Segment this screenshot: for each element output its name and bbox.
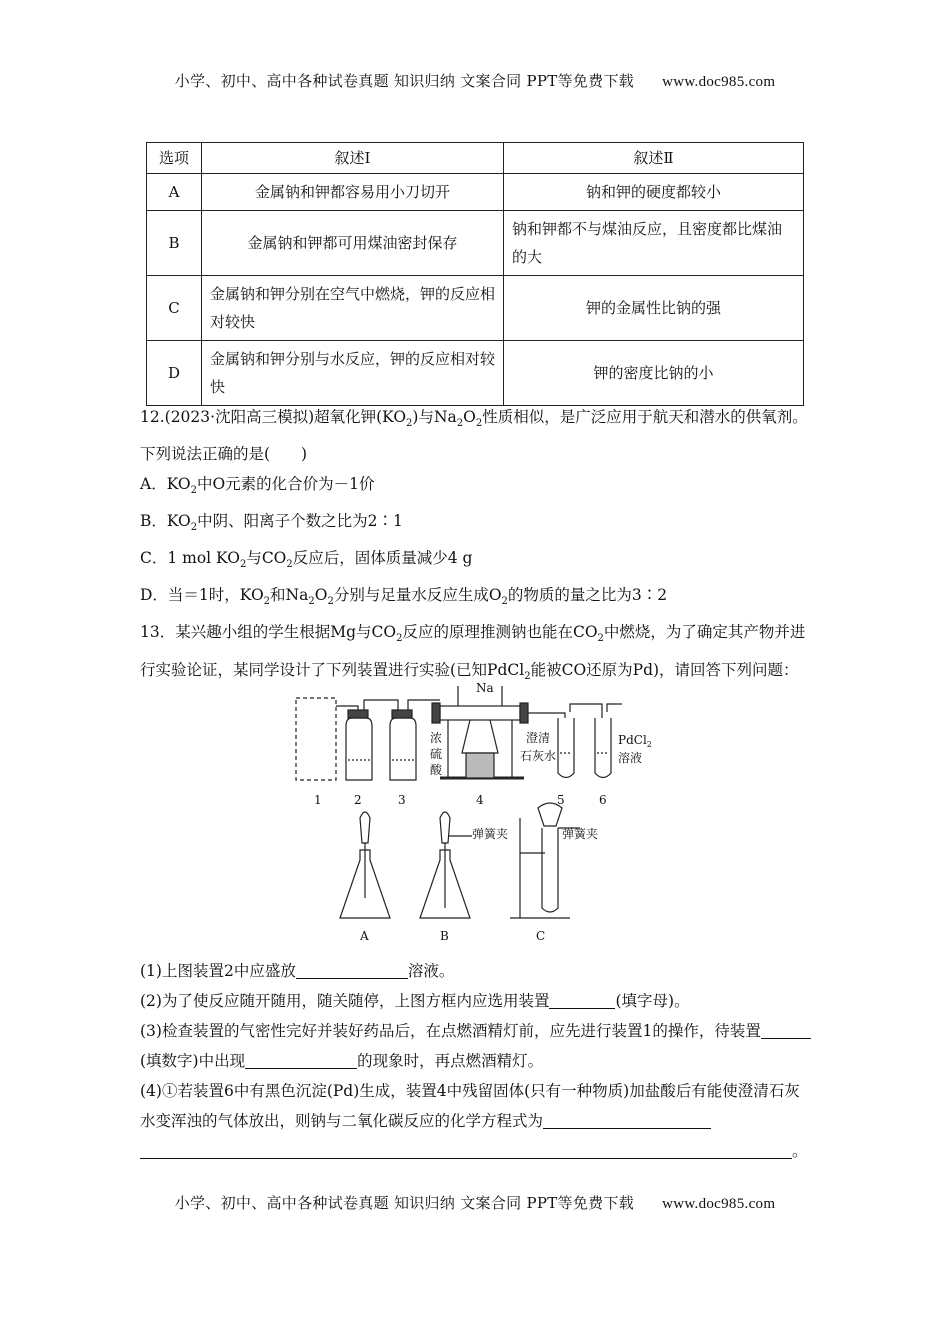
table-cell-option: B xyxy=(147,211,202,276)
answer-blank-3[interactable] xyxy=(761,1020,811,1039)
label-1: 1 xyxy=(314,793,322,807)
apparatus-diagram xyxy=(280,678,680,948)
footer-site[interactable]: www.doc985.com xyxy=(662,1196,776,1212)
label-solution: 溶液 xyxy=(618,751,643,765)
table-cell-statement1: 金属钠和钾分别与水反应，钾的反应相对较快 xyxy=(202,341,504,406)
table-row xyxy=(147,341,804,406)
label-3: 3 xyxy=(398,793,406,807)
table-cell-statement2: 钾的金属性比钠的强 xyxy=(504,276,804,341)
answer-blank-6[interactable] xyxy=(140,1140,792,1159)
header-site[interactable]: www.doc985.com xyxy=(662,74,776,90)
table-cell-statement1: 金属钠和钾都可用煤油密封保存 xyxy=(202,211,504,276)
tube-c xyxy=(542,828,558,912)
test-tube-6 xyxy=(595,718,611,778)
q12-option-c: C．1 mol $KO_2$与$CO_2$反应后，固体质量减少4 g xyxy=(140,549,473,571)
alcohol-lamp xyxy=(466,753,494,778)
answer-blank-1[interactable] xyxy=(296,960,408,979)
question-12 xyxy=(140,402,812,692)
stopper-3 xyxy=(392,710,412,718)
label-c: C xyxy=(536,929,546,943)
q13-part4-line: 。 xyxy=(140,1136,812,1166)
label-b: B xyxy=(440,929,449,943)
header-text: 小学、初中、高中各种试卷真题 知识归纳 文案合同 PPT等免费下载 xyxy=(174,72,635,90)
q13-stem: 13．某兴趣小组的学生根据Mg与$CO_2$反应的原理推测钠也能在$CO_2$中燃烧，为了确定其产物并进行实验论证，某同学设计了下列装置进行实验(已知PdCl$_2$能被CO还原为Pd)，请回答下列问题： xyxy=(140,623,806,682)
apparatus-figure xyxy=(280,678,680,948)
label-4: 4 xyxy=(476,793,484,807)
test-tube-5 xyxy=(558,718,574,778)
funnel-a xyxy=(360,812,370,843)
table-cell-statement2: 钠和钾都不与煤油反应，且密度都比煤油的大 xyxy=(504,211,804,276)
label-a: A xyxy=(360,929,369,943)
q12-option-a: A．$KO_2$中O元素的化合价为－1价 xyxy=(140,475,375,497)
table-header-statement2: 叙述Ⅱ xyxy=(504,143,804,174)
options-table xyxy=(146,142,804,406)
q13-part2: (2)为了使反应随开随用，随关随停，上图方框内应选用装置 (填字母)。 xyxy=(140,992,690,1010)
answer-blank-2[interactable] xyxy=(549,990,615,1009)
label-na: Na xyxy=(476,681,494,695)
label-pdcl2: PdCl$_2$ xyxy=(618,733,652,749)
q12-option-d: D．当＝1时，$KO_2$和$Na_2O_2$分别与足量水反应生成$O_2$的物质的量之比为3∶2 xyxy=(140,586,668,608)
funnel-b xyxy=(440,812,450,843)
tube-4 xyxy=(528,713,565,718)
label-lime2: 石灰水 xyxy=(520,749,557,763)
table-cell-statement1: 金属钠和钾分别在空气中燃烧，钾的反应相对较快 xyxy=(202,276,504,341)
label-spring-c: 弹簧夹 xyxy=(562,827,599,841)
label-2: 2 xyxy=(354,793,362,807)
q13-part4: (4)①若装置6中有黑色沉淀(Pd)生成，装置4中残留固体(只有一种物质)加盐酸后有能使澄清石灰水变浑浊的气体放出，则钠与二氧化碳反应的化学方程式为 xyxy=(140,1082,800,1130)
answer-blank-5[interactable] xyxy=(543,1110,711,1129)
q12-stem: 12.(2023·沈阳高三模拟)超氧化钾$(KO_2)$与$Na_2O_2$性质相似，是广泛应用于航天和潜水的供氧剂。下列说法正确的是( ) xyxy=(140,408,808,464)
footer-text: 小学、初中、高中各种试卷真题 知识归纳 文案合同 PPT等免费下载 xyxy=(174,1194,635,1212)
answer-blank-4[interactable] xyxy=(245,1050,357,1069)
table-header-statement1: 叙述Ⅰ xyxy=(202,143,504,174)
bottle-2 xyxy=(346,718,372,780)
combustion-tube xyxy=(440,706,520,720)
table-row xyxy=(147,276,804,341)
table-header-option: 选项 xyxy=(147,143,202,174)
label-conc3: 酸 xyxy=(430,763,443,777)
q13-part1: (1)上图装置2中应盛放 溶液。 xyxy=(140,962,455,980)
tube-5 xyxy=(570,704,602,718)
bottle-3 xyxy=(390,718,416,780)
table-cell-statement2: 钠和钾的硬度都较小 xyxy=(504,174,804,211)
table-cell-statement1: 金属钠和钾都容易用小刀切开 xyxy=(202,174,504,211)
stand-c xyxy=(510,818,570,918)
label-spring-b: 弹簧夹 xyxy=(472,827,509,841)
table-cell-option: D xyxy=(147,341,202,406)
table-cell-statement2: 钾的密度比钠的小 xyxy=(504,341,804,406)
page-header xyxy=(0,70,950,91)
label-lime1: 澄清 xyxy=(526,731,551,745)
label-5: 5 xyxy=(557,793,565,807)
table-row xyxy=(147,211,804,276)
page-footer xyxy=(0,1192,950,1213)
dashed-box-1 xyxy=(296,698,336,780)
table-row xyxy=(147,174,804,211)
lamp-flame xyxy=(462,720,498,753)
table-cell-option: A xyxy=(147,174,202,211)
q13-part3: (3)检查装置的气密性完好并装好药品后，在点燃酒精灯前，应先进行装置1的操作，待装置(填数字)中出现 的现象时，再点燃酒精灯。 xyxy=(140,1016,812,1076)
label-conc1: 浓 xyxy=(430,731,443,745)
q12-option-b: B．$KO_2$中阴、阳离子个数之比为2∶1 xyxy=(140,512,403,534)
table-header-row xyxy=(147,143,804,174)
table-cell-option: C xyxy=(147,276,202,341)
label-6: 6 xyxy=(599,793,607,807)
label-conc2: 硫 xyxy=(430,747,443,761)
stopper-2 xyxy=(348,710,368,718)
question-13-parts xyxy=(140,956,812,1166)
